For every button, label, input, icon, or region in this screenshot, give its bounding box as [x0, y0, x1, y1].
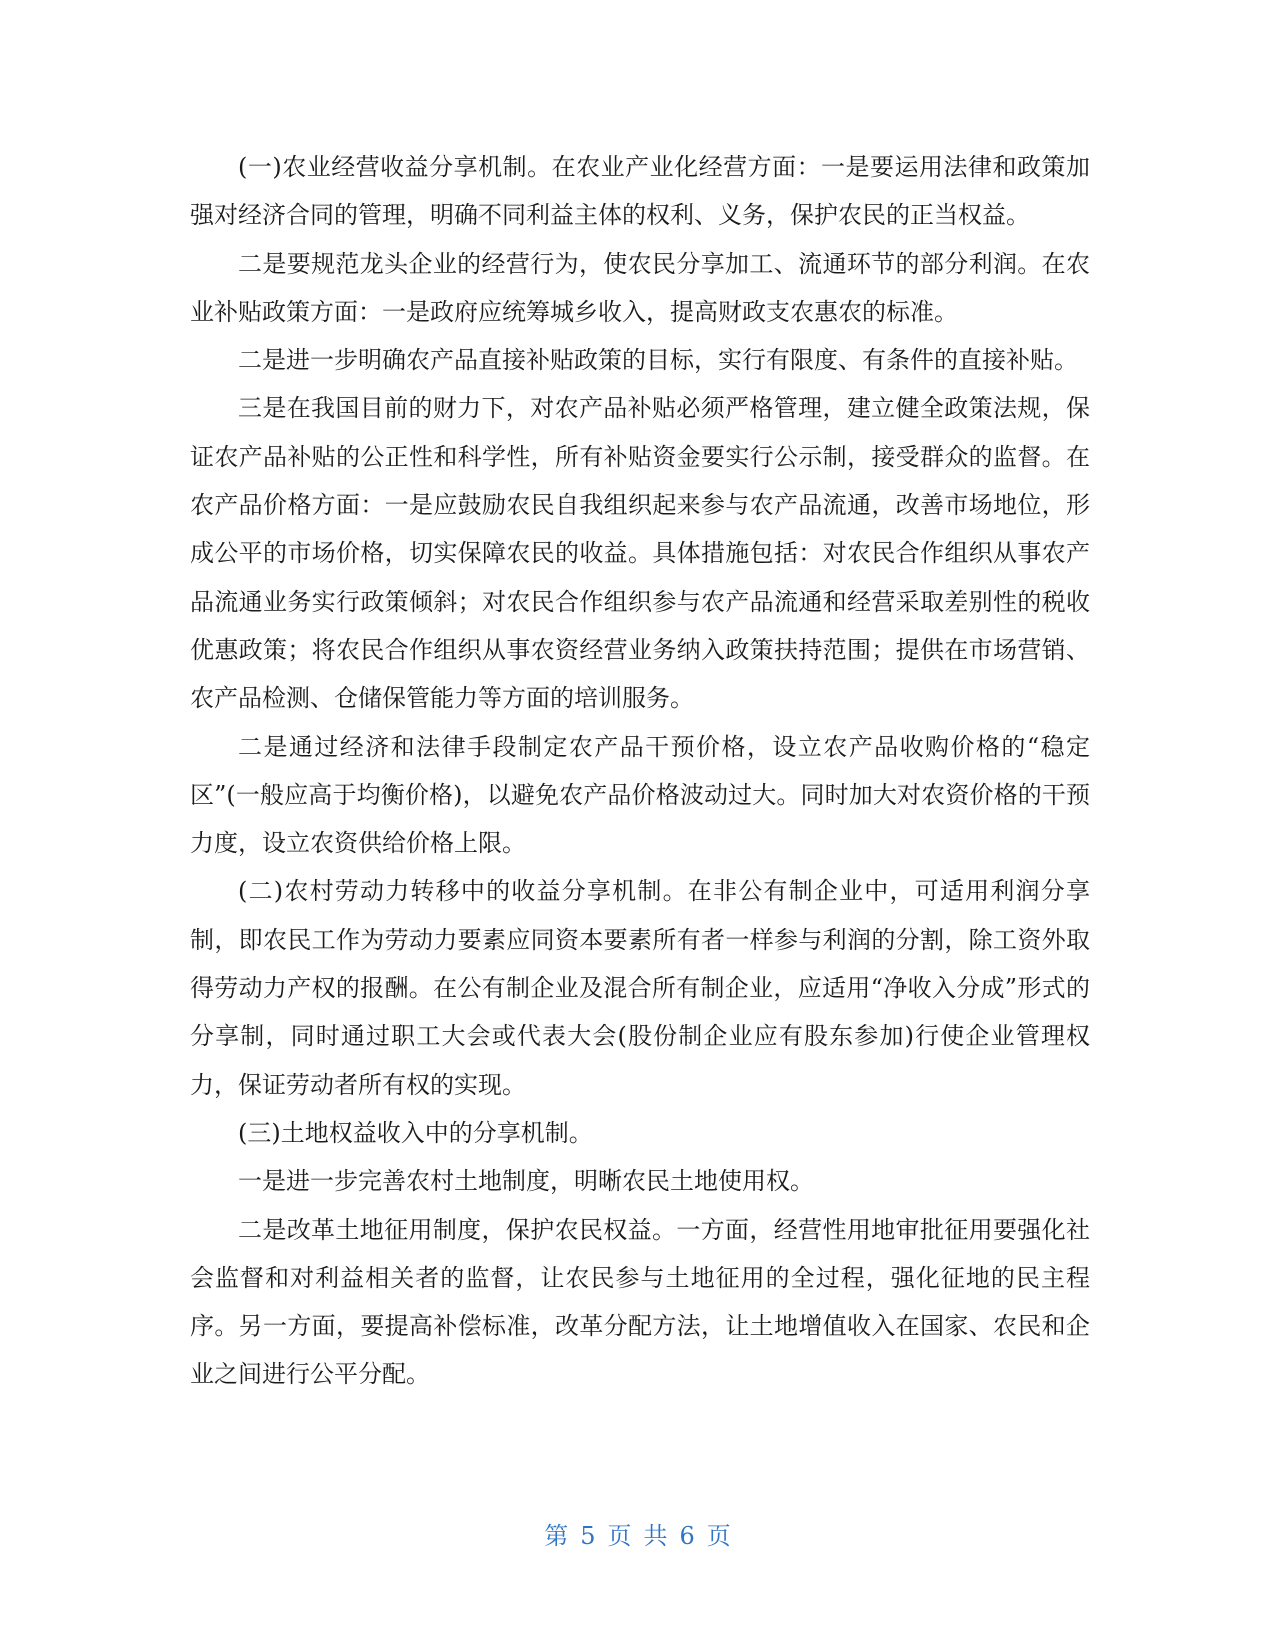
- footer-page-mid: 页: [607, 1522, 632, 1550]
- document-body: [190, 143, 1090, 1399]
- paragraph-4: 三是在我国目前的财力下，对农产品补贴必须严格管理，建立健全政策法规，保证农产品补贴的公正性和科学性，所有补贴资金要实行公示制，接受群众的监督。在农产品价格方面：一是应鼓励农民自我组织起来参与农产品流通，改善市场地位，形成公平的市场价格，切实保障农民的收益。具体措施包括：对农民合作组织从事农产品流通业务实行政策倾斜；对农民合作组织参与农产品流通和经营采取差别性的税收优惠政策；将农民合作组织从事农资经营业务纳入政策扶持范围；提供在市场营销、农产品检测、仓储保管能力等方面的培训服务。: [190, 394, 1090, 713]
- paragraph-2: 二是要规范龙头企业的经营行为，使农民分享加工、流通环节的部分利润。在农业补贴政策方面：一是政府应统筹城乡收入，提高财政支农惠农的标准。: [190, 249, 1090, 326]
- paragraph-7: (三)土地权益收入中的分享机制。: [238, 1118, 593, 1147]
- footer-page-suffix: 页: [706, 1522, 731, 1550]
- paragraph-3: 二是进一步明确农产品直接补贴政策的目标，实行有限度、有条件的直接补贴。: [238, 346, 1078, 375]
- paragraph-8: 一是进一步完善农村土地制度，明晰农民土地使用权。: [238, 1167, 814, 1196]
- footer-page-prefix: 第: [544, 1522, 569, 1550]
- paragraph-5: 二是通过经济和法律手段制定农产品干预价格，设立农产品收购价格的“稳定区”(一般应高于均衡价格)，以避免农产品价格波动过大。同时加大对农资价格的干预力度，设立农资供给价格上限。: [190, 732, 1090, 858]
- paragraph-1: (一)农业经营收益分享机制。在农业产业化经营方面：一是要运用法律和政策加强对经济合同的管理，明确不同利益主体的权利、义务，保护农民的正当权益。: [190, 153, 1090, 230]
- paragraph-6: (二)农村劳动力转移中的收益分享机制。在非公有制企业中，可适用利润分享制，即农民工作为劳动力要素应同资本要素所有者一样参与利润的分割，除工资外取得劳动力产权的报酬。在公有制企业及混合所有制企业，应适用“净收入分成”形式的分享制，同时通过职工大会或代表大会(股份制企业应有股东参加)行使企业管理权力，保证劳动者所有权的实现。: [190, 877, 1090, 1099]
- footer-total-pages: 6: [679, 1522, 695, 1550]
- footer-current-page: 5: [580, 1522, 596, 1550]
- paragraph-9: 二是改革土地征用制度，保护农民权益。一方面，经营性用地审批征用要强化社会监督和对利益相关者的监督，让农民参与土地征用的全过程，强化征地的民主程序。另一方面，要提高补偿标准，改革分配方法，让土地增值收入在国家、农民和企业之间进行公平分配。: [190, 1215, 1090, 1389]
- footer-total-prefix: 共: [643, 1522, 668, 1550]
- page-footer: [0, 1516, 1275, 1551]
